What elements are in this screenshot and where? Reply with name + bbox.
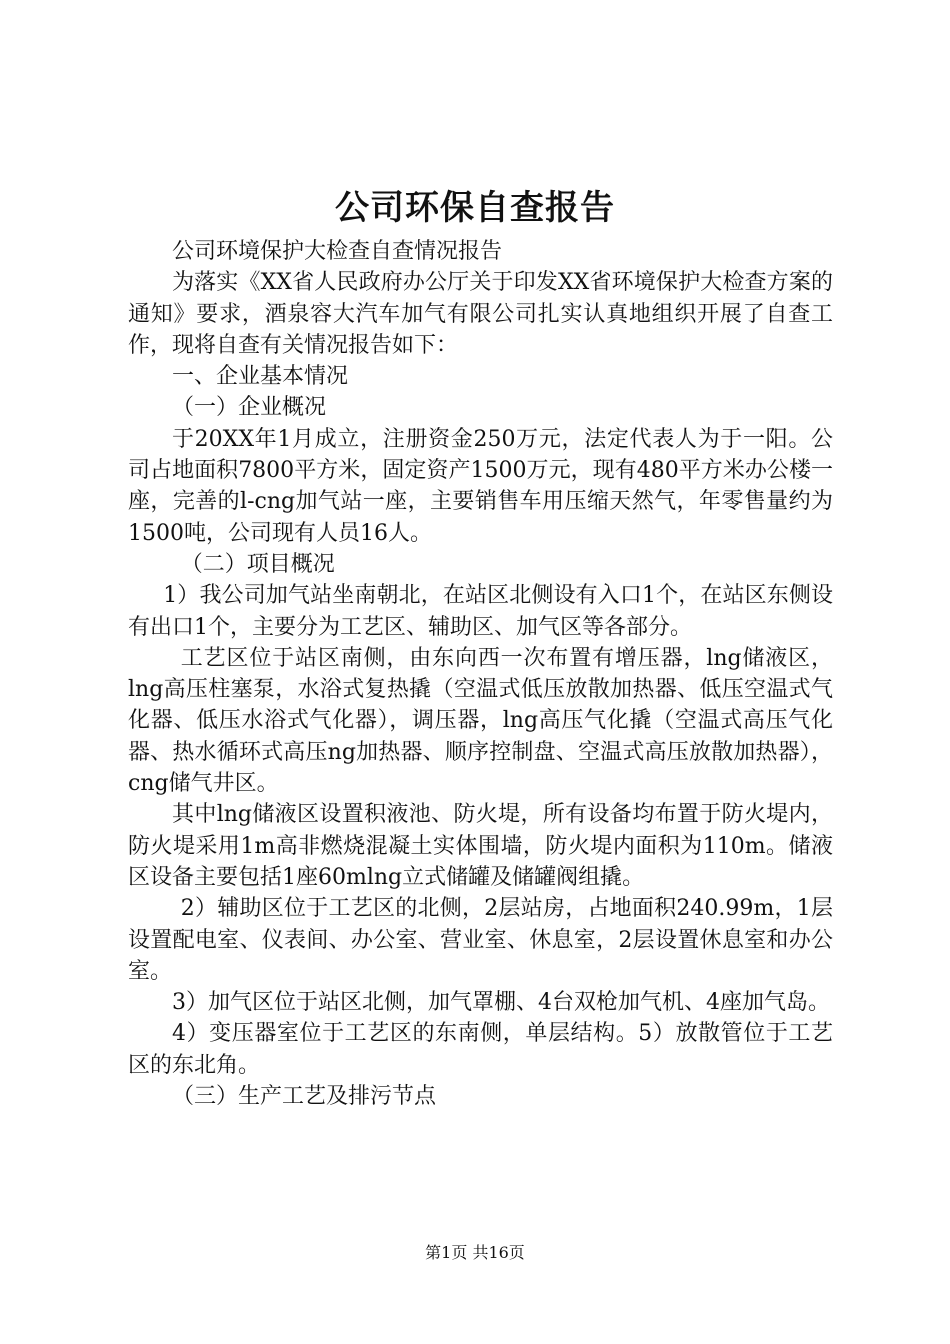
subsection-heading-process: （三）生产工艺及排污节点: [172, 1084, 437, 1110]
paragraph-station-layout: 1）我公司加气站坐南朝北，在站区北侧设有入口1个，在站区东侧设有出口1个，主要分为工艺区、辅助区、加气区等各部分。: [128, 583, 833, 640]
paragraph-company-overview: 于20XX年1月成立，注册资金250万元，法定代表人为于一阳。公司占地面积7800平方米，固定资产1500万元，现有480平方米办公楼一座，完善的l-cng加气站一座，主要销售车用压缩天然气，年零售量约为1500吨，公司现有人员16人。: [128, 426, 833, 546]
paragraph-intro: 为落实《XX省人民政府办公厅关于印发XX省环境保护大检查方案的通知》要求，酒泉容大汽车加气有限公司扎实认真地组织开展了自查工作，现将自查有关情况报告如下：: [128, 270, 833, 358]
paragraph-process-area: 工艺区位于站区南侧，由东向西一次布置有增压器，lng储液区，lng高压柱塞泵，水浴式复热撬（空温式低压放散加热器、低压空温式气化器、低压水浴式气化器），调压器，lng高压气化撬（空温式高压气化器、热水循环式高压ng加热器、顺序控制盘、空温式高压放散加热器），cng储气井区。: [128, 645, 833, 797]
subsection-heading-project: （二）项目概况: [180, 551, 335, 577]
section-heading-basic-info: 一、企业基本情况: [172, 364, 349, 390]
paragraph-storage-area: 其中lng储液区设置积液池、防火堤，所有设备均布置于防火堤内，防火堤采用1m高非燃烧混凝土实体围墙，防火堤内面积为110m。储液区设备主要包括1座60mlng立式储罐及储罐阀组撬。: [128, 802, 833, 890]
paragraph-transformer-room: 4）变压器室位于工艺区的东南侧，单层结构。5）放散管位于工艺区的东北角。: [128, 1021, 833, 1078]
subsection-heading-overview: （一）企业概况: [172, 395, 327, 421]
paragraph-fueling-area: 3）加气区位于站区北侧，加气罩棚、4台双枪加气机、4座加气岛。: [172, 990, 830, 1016]
paragraph-auxiliary-area: 2）辅助区位于工艺区的北侧，2层站房，占地面积240.99m，1层设置配电室、仪表间、办公室、营业室、休息室，2层设置休息室和办公室。: [128, 896, 833, 984]
document-body: [128, 236, 833, 1112]
document-title: 公司环保自查报告: [335, 188, 615, 228]
report-subtitle: 公司环境保护大检查自查情况报告: [172, 239, 503, 264]
page-footer: 第1页 共16页: [425, 1243, 525, 1262]
